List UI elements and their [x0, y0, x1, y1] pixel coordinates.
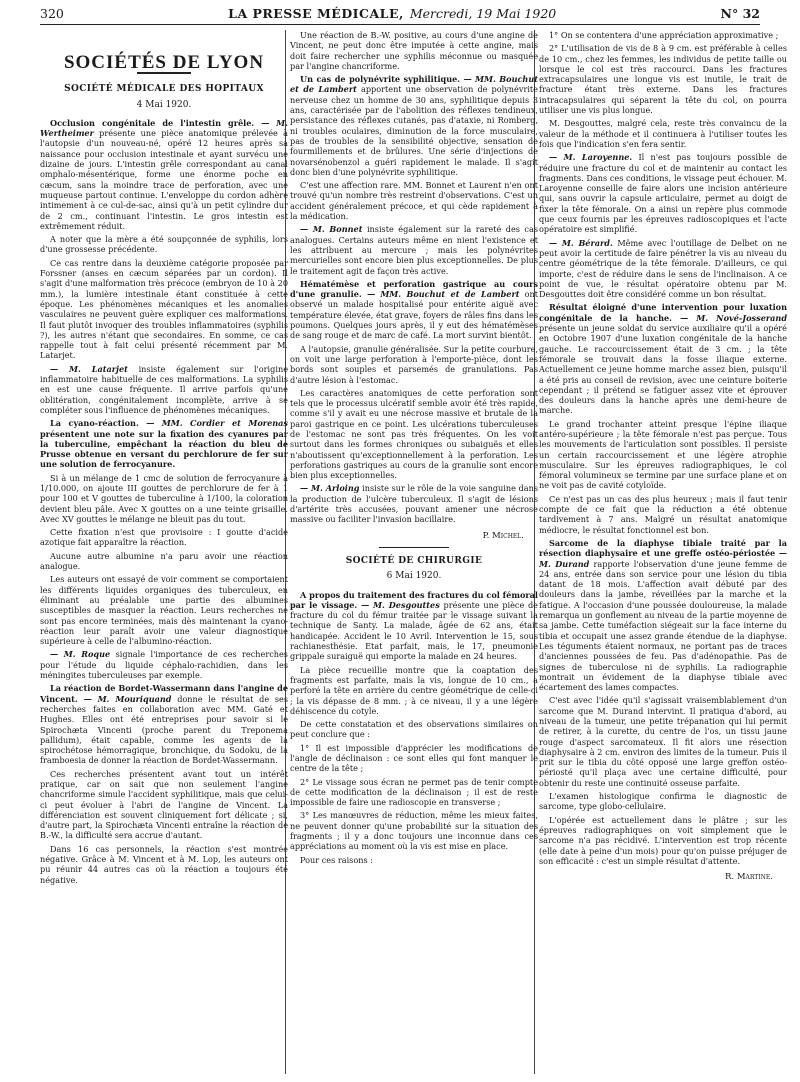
article-paragraph: [290, 224, 538, 275]
article-paragraph: Dans 16 cas personnels, la réaction s'est montrée négative. Grâce à M. Vincent et à M. Lop, les auteurs ont pu réunir 44 autres cas où la réaction a toujours été négative.: [40, 843, 288, 885]
article-title: Résultat éloigné d'une intervention pour luxation congénitale de la hanche. —: [539, 302, 787, 323]
paragraph-text: insiste sur le rôle de la voie sanguine dans la production de l'ulcère tuberculeux. Il s'agit de lésions d'artérite très accusées, pouvant amener une nécrose massive ou faciliter l'invasion bacillaire.: [290, 483, 538, 525]
column-middle: [290, 30, 538, 1074]
paragraph-text: Il n'est pas toujours possible de réduire une fracture du col et de maintenir au contact les fragments. Dans ces conditions, le vissage peut échouer. M. Laroyenne conseille de faire alors une incision antérieure qui, sans ouvrir la capsule articulaire, permet au doigt de fixer la tête fémorale. On a ainsi un repère plus commode que ceux fournis par les épreuves radioscopiques et l'acte opératoire est simplifié.: [539, 152, 787, 235]
article-paragraph: Le grand trochanter atteint presque l'épine iliaque antéro-supérieure ; la tête fémorale n'est pas perçue. Tous les mouvements de l'articulation sont possibles. Il persiste un certain raccourcissement et une légère atrophie musculaire. Sur les épreuves radiographiques, le col fémoral volumineux se termine par une surface plane et on ne voit pas de cavité cotyloïde.: [539, 418, 787, 491]
article-paragraph: 2° L'utilisation de vis de 8 à 9 cm. est préférable à celles de 10 cm., chez les femmes, les individus de petite taille ou lorsque le col est très raccourci. Dans les fractures extracapsulaires une longue vis est inutile, le trait de fracture étant très externe. Dans les fractures intracapsulaires qui séparent la tête du col, on pourra utiliser une vis plus longue.: [539, 43, 787, 116]
article-paragraph: C'est une affection rare. MM. Bonnet et Laurent n'en ont trouvé qu'un nombre très restreint d'observations. C'est un accident généralement précoce, et qui cède rapidement à la médication.: [290, 180, 538, 222]
article-paragraph: [539, 152, 787, 234]
paragraph-text: insiste également sur la rareté des cas analogues. Certains auteurs même en nient l'existence et les attribuent au mercure ; mais les polynévrites mercurielles sont encore bien plus exceptionnelles. De plus le traitement agit de façon très active.: [290, 224, 538, 276]
section-separator: [379, 547, 449, 548]
article-paragraph: Pour ces raisons :: [300, 854, 373, 865]
article-paragraph: Aucune autre albumine n'a paru avoir une réaction analogue.: [40, 550, 288, 572]
speaker-name: — M. Bérard.: [549, 237, 613, 248]
article-paragraph: [40, 364, 288, 415]
speaker-name: — M. Bonnet: [300, 224, 363, 235]
article-paragraph: [290, 483, 538, 524]
article-paragraph: [539, 238, 787, 300]
paragraph-text: Même avec l'outillage de Delbet on ne peut avoir la certitude de faire pénétrer la vis au niveau du centre géométrique de la tête fémorale. D'ailleurs, ce qui importe, c'est de réduire dans le sens de l'inclinaison. A ce point de vue, le résultat opératoire obtenu par M. Desgouttes doit être considéré comme un bon résultat.: [539, 237, 787, 300]
article-paragraph: L'opérée est actuellement dans le plâtre ; sur les épreuves radiographiques on voit simplement que le sarcome n'a pas récidivé. L'intervention est trop récente (elle date à peine d'un mois) pour qu'on puisse préjuger de son efficacité : c'est un simple résultat d'attente.: [539, 814, 787, 866]
speaker-name: — M. Laroyenne.: [549, 152, 633, 163]
article-paragraph: Cette fixation n'est que provisoire : I goutte d'acide azotique fait apparaître la réaction.: [40, 527, 288, 548]
issue-date: Mercredi, 19 Mai 1920: [409, 5, 557, 21]
article-author: M. Wertheimer: [40, 117, 288, 139]
article-paragraph: C'est avec l'idée qu'il s'agissait vraisemblablement d'un sarcome que M. Durand intervint. Il pratiqua d'abord, au niveau de la tumeur, une petite trépanation qui lui permit de retirer, à la curette, du centre de l'os, un tissu jaune rouge d'aspect sarcomateux. Il fit alors une résection diaphysaire à 2 cm. environ des limites de la tumeur. Puis il prit sur le tibia du côté opposé une large greffon ostéo-périosté qu'il plaça avec une certaine difficulté, pour obtenir du reste une continuité osseuse parfaite.: [539, 695, 787, 788]
paragraph-text: apportent une observation de polynévrite nerveuse chez un homme de 30 ans, syphilitique depuis 3 ans, caractérisée par de l'abolition des réflexes tendineux, persistance des réflexes cutanés, pas d'ataxie, ni Romberg, ni troubles oculaires, diminution de la force musculaire, pas de troubles de la sensibilité objective, sensation de fourmillements et de brûlures. Une série d'injections de novarsénobenzol a guéri rapidement le malade. Il s'agit donc bien d'une polynévrite syphilitique.: [290, 84, 538, 177]
column-left: [40, 30, 288, 1074]
paragraph-text: présentent une note sur la fixation des cyanures par la tuberculine, empêchant la réaction du bleu de Prusse obtenue en versant du perchlorure de fer sur une solution de ferrocyanure.: [40, 428, 288, 470]
article-title: Hématémèse et perforation gastrique au cours d'une granulie. —: [290, 278, 538, 300]
section-title: SOCIÉTÉS DE LYON: [63, 52, 265, 73]
society-heading: SOCIÉTÉ MÉDICALE DES HOPITAUX: [64, 84, 264, 95]
article-paragraph: M. Desgouttes, malgré cela, reste très convaincu de la valeur de la méthode et il continuera à l'utiliser toutes les fois que l'indication s'en fera sentir.: [539, 118, 787, 149]
article-paragraph: Une réaction de B.-W. positive, au cours d'une angine de Vincent, ne peut donc être imputée à cette angine, mais doit faire rechercher une syphilis méconnue ou masquée par l'angine chancriforme.: [290, 30, 538, 71]
paragraph-text: donne le résultat de ses recherches faites en collaboration avec MM. Gaté et Hughes. Elles ont été entreprises pour savoir si le Spirochæta Vincenti (proche parent du Treponema pallidum), était capable, comme les agents de la spirochétose hémorragique, bronchique, du Sodoku, de la framboesia de donner la réaction de Bordet-Wassermann.: [40, 693, 288, 766]
article-paragraph: A noter que la mère a été soupçonnée de syphilis, lors d'une grossesse précédente.: [40, 234, 288, 255]
article-paragraph: [40, 649, 288, 680]
paragraph-text: présente un jeune soldat du service auxiliaire qu'il a opéré en Octobre 1907 d'une luxation congénitale de la hanche gauche. Le raccourcissement était de 3 cm. ; la tête fémorale se trouvait dans la fosse iliaque externe. Actuellement ce jeune homme marche assez bien, puisqu'il a été pris au conseil de revision, avec une ceinture boiterie cependant ; il prétend se fatiguer assez vite et éprouver des douleurs dans la hanche après une demi-heure de marche.: [539, 323, 787, 416]
article-paragraph: [40, 118, 288, 231]
article-paragraph: [40, 418, 288, 469]
article-paragraph: Si à un mélange de 1 cmc de solution de ferrocyanure à 1/10.000, on ajoute III gouttes de perchlorure de fer à 1 pour 100 et V gouttes de tuberculine à 1/100, la coloration devient bleu pâle. Avec X gouttes on a une teinte grisaille. Avec XV gouttes le mélange ne bleuit pas du tout.: [40, 472, 288, 524]
column-right: [539, 30, 787, 1074]
article-paragraph: 3° Les manœuvres de réduction, même les mieux faites, ne peuvent donner qu'une probabilité sur la situation des fragments ; il y a donc toujours une inconnue dans ces appréciations au moment où la vis est mise en place.: [290, 810, 538, 852]
article-paragraph: 1° On se contentera d'une appréciation approximative ;: [549, 30, 779, 40]
article-author: M. Nové-Josserand: [696, 312, 787, 323]
article-paragraph: De cette constatation et des observations similaires on peut conclure que :: [290, 719, 538, 740]
session-date: 4 Mai 1920.: [136, 99, 192, 110]
article-paragraph: 1° Il est impossible d'apprécier les modifications de l'angle de déclinaison : ce sont elles qui font manquer le centre de la tête ;: [290, 742, 538, 774]
paragraph-text: présente une pièce anatomique prélevée à l'autopsie d'un nouveau-né, opéré 12 heures après sa naissance pour occlusion intestinale et ayant survécu une dizaine de jours. L'intestin grêle correspondant au canal omphalo-mésentérique, forme une énorme poche en cæcum, sans la moindre trace de perforation, avec une muqueuse partout continue. L'enveloppe du cordon adhère intimement à ce cul-de-sac, ainsi qu'à un petit cylindre dur de 2 cm., continuant l'intestin. Le gros intestin est extrêmement réduit.: [40, 128, 288, 231]
speaker-name: — M. Arloing: [300, 483, 360, 494]
article-author: M. Durand: [539, 558, 590, 569]
article-title: La cyano-réaction. —: [50, 418, 155, 429]
article-title: La réaction de Bordet-Wassermann dans l'angine de Vincent. —: [40, 683, 288, 704]
article-paragraph: [539, 302, 787, 415]
article-paragraph: A l'autopsie, granulie généralisée. Sur la petite courbure, on voit une large perforation à l'emporte-pièce, dont les bords sont souples et parsemés de granulations. Pas d'autre lésion à l'estomac.: [290, 343, 538, 385]
article-author: M. Desgouttes: [373, 599, 440, 610]
session-date: 6 Mai 1920.: [386, 571, 442, 582]
article-paragraph: [290, 279, 538, 341]
signature: P. Michel.: [482, 530, 524, 541]
article-paragraph: L'examen histologique confirma le diagnostic de sarcome, type globo-cellulaire.: [539, 791, 787, 812]
article-paragraph: [40, 683, 288, 765]
issue-number: N° 32: [720, 5, 760, 21]
page-header: [40, 2, 760, 25]
paragraph-text: rapporte l'observation d'une jeune femme de 24 ans, entrée dans son service pour une lésion du tibia datant de 18 mois. L'affection avait débuté par des douleurs dans la jambe, réveillées par la marche et la fatigue. A l'occasion d'une poussée douloureuse, la malade remarqua un gonflement au niveau de la partie moyenne de sa jambe. Cette tuméfaction siégeait sur la face interne du tibia et occupait une assez grande étendue de la diaphyse. Les téguments étaient normaux, ne portant pas de traces d'anciennes poussées de feu. Pas d'adénopathie. Pas de signes de tuberculose ni de syphilis. La radiographie montrait un évidement de la diaphyse tibiale avec écartement des lames compactes.: [539, 558, 787, 693]
article-paragraph: Ce cas rentre dans la deuxième catégorie proposée par Forssner (anses en cæcum séparées par un cordon). Il s'agit d'une malformation très précoce (embryon de 10 à 20 mm.), la lumière intestinale étant constituée à cette époque. Les phénomènes mécaniques et les anomalies vasculaires ne peuvent guère expliquer ces malformations. Il faut plutôt invoquer des troubles inflammatoires (syphilis ?), les autres n'étant que secondaires. En somme, ce cas rappelle tout à fait celui présenté récemment par M. Latarjet.: [40, 257, 288, 361]
article-paragraph: Les caractères anatomiques de cette perforation sont tels que le processus ulcératif semble avoir été très rapide, comme s'il y avait eu une nécrose massive et brutale de la paroi gastrique en ce point. Les ulcérations tuberculeuses de l'estomac ne sont pas très fréquentes. On les voit surtout dans les formes chroniques ou subaiguës et elles n'aboutissent qu'exceptionnellement à la perforation. Les perforations gastriques au cours de la granulie sont encore bien plus exceptionnelles.: [290, 387, 538, 481]
paragraph-text: présente une pièce de fracture du col du fémur traitée par le vissage suivant la technique de Santy. La malade, âgée de 62 ans, était handicapée. Accident le 10 Avril. Intervention le 15, sous rachianesthésie. Etat parfait, mais, le 17, pneumonie grippale suraiguë qui emporte la malade en 24 heures.: [290, 599, 538, 662]
article-paragraph: 2° Le vissage sous écran ne permet pas de tenir compte de cette modification de la déclinaison ; il est de reste impossible de faire une radioscopie en transverse ;: [290, 776, 538, 808]
journal-masthead: LA PRESSE MÉDICALE,: [228, 5, 404, 21]
paragraph-text: signale l'importance de ces recherches pour l'étude du liquide céphalo-rachidien, dans les méningites tuberculeuses par exemple.: [40, 649, 288, 681]
article-paragraph: La pièce recueillie montre que la coaptation des fragments est parfaite, mais la vis, longue de 10 cm., a perforé la tête en arrière du centre géométrique de celle-ci ; la vis dépasse de 8 mm. ; à ce niveau, il y a une légère déhiscence du cotyle.: [290, 664, 538, 716]
article-paragraph: [539, 538, 787, 692]
article-title: Un cas de polynévrite syphilitique. —: [300, 74, 472, 85]
article-title: A propos du traitement des fractures du col fémoral par le vissage. —: [290, 589, 538, 610]
masthead-line: [228, 6, 556, 21]
article-paragraph: Les auteurs ont essayé de voir comment se comportaient les différents liquides organiques des tuberculeux, en éliminant au préalable une partie des albumines susceptibles de masquer la réaction. Leurs recherches ne sont pas encore terminées, mais dès maintenant la cyano-réaction leur paraît avoir une valeur diagnostique supérieure à celle de l'albumino-réaction.: [40, 574, 288, 647]
paragraph-text: ont observé un malade hospitalisé pour entérite aiguë avec température élevée, état grave, foyers de râles fins dans les poumons. Quelques jours après, il y eut des hématémèses de sang rouge et de marc de café. La mort survint bientôt.: [290, 289, 538, 341]
signature: R. Martine.: [725, 872, 773, 883]
article-paragraph: Ces recherches présentent avant tout un intérêt pratique, car on sait que non seulement l'angine chancriforme simule l'accident syphilitique, mais que celui-ci peut évoluer à l'abri de l'angine de Vincent. La différenciation est souvent cliniquement fort délicate ; si, d'autre part, la Spirochæta Vincenti entraîne la réaction de B.-W., la difficulté sera accrue d'autant.: [40, 768, 288, 841]
article-paragraph: [290, 74, 538, 177]
article-author: M. Mouriquand: [97, 693, 172, 704]
article-author: MM. Cordier et Morenas: [161, 418, 288, 429]
page-number: 320: [40, 5, 64, 21]
article-title: Sarcome de la diaphyse tibiale traité par la résection diaphysaire et une greffe ostéo-périostée —: [539, 537, 787, 559]
society-heading: SOCIÉTÉ DE CHIRURGIE: [345, 555, 483, 566]
article-author: MM. Bouchut et de Lambert: [380, 289, 520, 300]
paragraph-text: insiste également sur l'origine inflammatoire habituelle de ces malformations. La syphilis en est une cause fréquente. Il arrive parfois qu'une oblitération, congénitalement incomplète, arrive à se compléter sous l'influence de phénomènes mécaniques.: [40, 363, 288, 415]
article-paragraph: Ce n'est pas un cas des plus heureux ; mais il faut tenir compte de ce fait que la réduction a été obtenue tardivement à 7 ans. Malgré un résultat anatomique médiocre, le résultat fonctionnel est bon.: [539, 493, 787, 535]
article-paragraph: [290, 590, 538, 662]
article-author: MM. Bouchut et de Lambert: [290, 74, 538, 95]
speaker-name: — M. Latarjet: [50, 363, 128, 374]
speaker-name: — M. Roque: [50, 649, 111, 660]
article-title: Occlusion congénitale de l'intestin grêle. —: [50, 117, 270, 128]
